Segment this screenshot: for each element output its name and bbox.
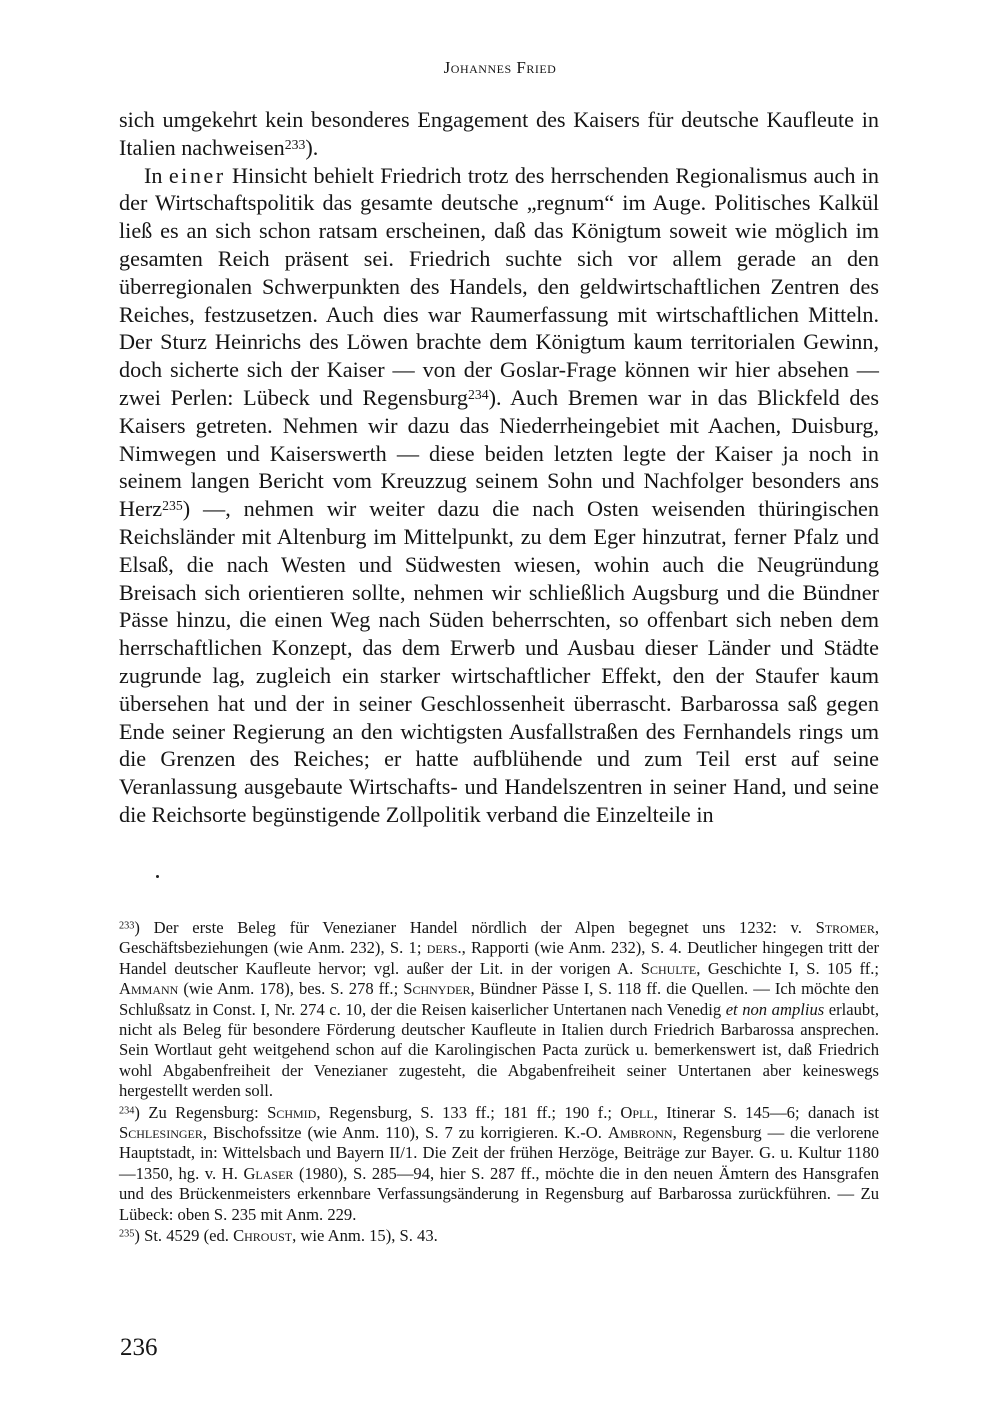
author-name: Ammann <box>119 979 179 999</box>
paragraph-2: In einer Hinsicht behielt Friedrich trotz des herrschenden Regionalismus auch in der Wirtschaftspolitik das gesamte deutsche „regnum“ im Auge. Politisches Kalkül ließ es an sich schon ratsam erscheinen, daß das Königtum soweit wie möglich im gesamten Reich präsent sei. Friedrich suchte sich vor allem gerade an den überregionalen Schwerpunkten des Handels, den geldwirtschaftlichen Zentren des Reiches, festzusetzen. Auch dies war Raumerfassung mit wirtschaftlichen Mitteln. Der Sturz Heinrichs des Löwen brachte dem Königtum kaum territorialen Gewinn, doch sicherte sich der Kaiser — von der Goslar-Frage können wir hier absehen — zwei Perlen: Lübeck und Regensburg$^{234}$). Auch Bremen war in das Blickfeld des Kaisers getreten. Nehmen wir dazu das Niederrheingebiet mit Aachen, Duisburg, Nimwegen und Kaiserswerth — diese beiden letzten legte der Kaiser ja noch in seinem langen Bericht vom Kreuzzug seinem Sohn und Nachfolger besonders ans Herz$^{235}$) —, nehmen wir weiter dazu die nach Osten weisenden thüringischen Reichsländer mit Altenburg im Mittelpunkt, zu dem Eger hinzutrat, ferner Pfalz und Elsaß, die nach Westen und Südwesten wiesen, wohin auch die Neugründung Breisach sich orientieren sollte, nehmen wir schließlich Augsburg und die Bündner Pässe hinzu, die einen Weg nach Süden beherrschten, so offenbart sich neben dem herrschaftlichen Konzept, das dem Erwerb und Ausbau dieser Länder und Städte zugrunde lag, zugleich ein starker wirtschaftlicher Effekt, den der Staufer kaum übersehen hat und der in seiner Geschlossenheit überrascht. Barbarossa saß gegen Ende seiner Regierung an den wichtigsten Ausfallstraßen des Fernhandels rings um die Grenzen des Reiches; er hatte aufblühende und zum Teil erst auf seine Veranlassung ausgebaute Wirtschafts- und Handelszentren in seiner Hand, und seine die Reichsorte begünstigende Zollpolitik verband die Einzelteile in <box>119 162 879 827</box>
author-name: Ambronn <box>607 1123 673 1143</box>
footnote-ref-235[interactable]: 235 <box>162 497 183 513</box>
author-name: Schnyder <box>403 979 471 999</box>
paragraph-1: sich umgekehrt kein besonderes Engagement des Kaisers für deutsche Kaufleute in Italien nachweisen$^{233}$). <box>119 107 879 160</box>
running-head: Johannes Fried <box>443 58 557 77</box>
footnotes <box>119 918 879 1248</box>
author-name: Schlesinger <box>119 1123 203 1143</box>
author-name: Glaser <box>243 1163 294 1183</box>
footnote-234: $^{234}$) Zu Regensburg: Schmid, Regensburg, S. 133 ff.; 181 ff.; 190 f.; Opll, Itinerar S. 145—6; danach ist Schlesinger, Bischofssitze (wie Anm. 110), S. 7 zu korrigieren. K.-O. Ambronn, Regensburg — die verlorene Hauptstadt, in: Wittelsbach und Bayern II/1. Die Zeit der frühen Herzöge, Beiträge zur Bayer. G. u. Kultur 1180—1350, hg. v. H. Glaser (1980), S. 285—94, hier S. 287 ff., möchte die in den neuen Ämtern des Hansgrafen und des Brückenmeisters erkennbare Verfassungsänderung in Regensburg auf Barbarossa zurückführen. — Zu Lübeck: oben S. 235 mit Anm. 229. <box>119 1102 879 1224</box>
author-name: ders. <box>426 938 462 958</box>
author-name: Opll <box>620 1102 654 1122</box>
emphasis-einer: einer <box>168 162 226 188</box>
footnote-number: 235 <box>119 1228 135 1240</box>
footnote-235: $^{235}$) St. 4529 (ed. Chroust, wie Anm. 15), S. 43. <box>119 1226 438 1246</box>
author-name: Schmid <box>267 1102 317 1122</box>
footnote-ref-233[interactable]: 233 <box>284 136 306 152</box>
main-text <box>119 106 879 829</box>
footnote-233: $^{233}$) Der erste Beleg für Venezianer Handel nördlich der Alpen begegnet uns 1232: v. Stromer, Geschäftsbeziehungen (wie Anm. 232), S. 1; ders., Rapporti (wie Anm. 232), S. 4. Deutlicher hingegen tritt der Handel deutscher Kaufleute hervor; vgl. außer der Lit. in der vorigen A. Schulte, Geschichte I, S. 105 ff.; Ammann (wie Anm. 178), bes. S. 278 ff.; Schnyder, Bündner Pässe I, S. 118 ff. die Quellen. — Ich möchte den Schlußsatz in Const. I, Nr. 274 c. 10, der die Reisen kaiserlicher Untertanen nach Venedig et non amplius erlaubt, nicht als Beleg für besondere Förderung deutscher Kaufleute in Italien durch Friedrich Barbarossa ansprechen. Sein Wortlaut geht weitgehend schon auf die Karolingischen Pacta zurück u. bemerkenswert ist, daß Friedrich wohl Abgabenfreiheit der Venezianer zugesteht, die Abgabenfreiheit seiner Untertanen aber keineswegs hergestellt werden soll. <box>119 918 879 1101</box>
footnote-ref-234[interactable]: 234 <box>468 386 489 402</box>
footnote-number: 234 <box>119 1105 135 1117</box>
page-number: 236 <box>120 1334 158 1361</box>
footnote-number: 233 <box>119 920 135 932</box>
author-name: Chroust <box>233 1226 293 1246</box>
print-speck <box>156 875 159 878</box>
latin-phrase: et non amplius <box>725 999 825 1019</box>
author-name: Schulte <box>640 958 697 978</box>
author-name: Stromer <box>815 918 875 937</box>
